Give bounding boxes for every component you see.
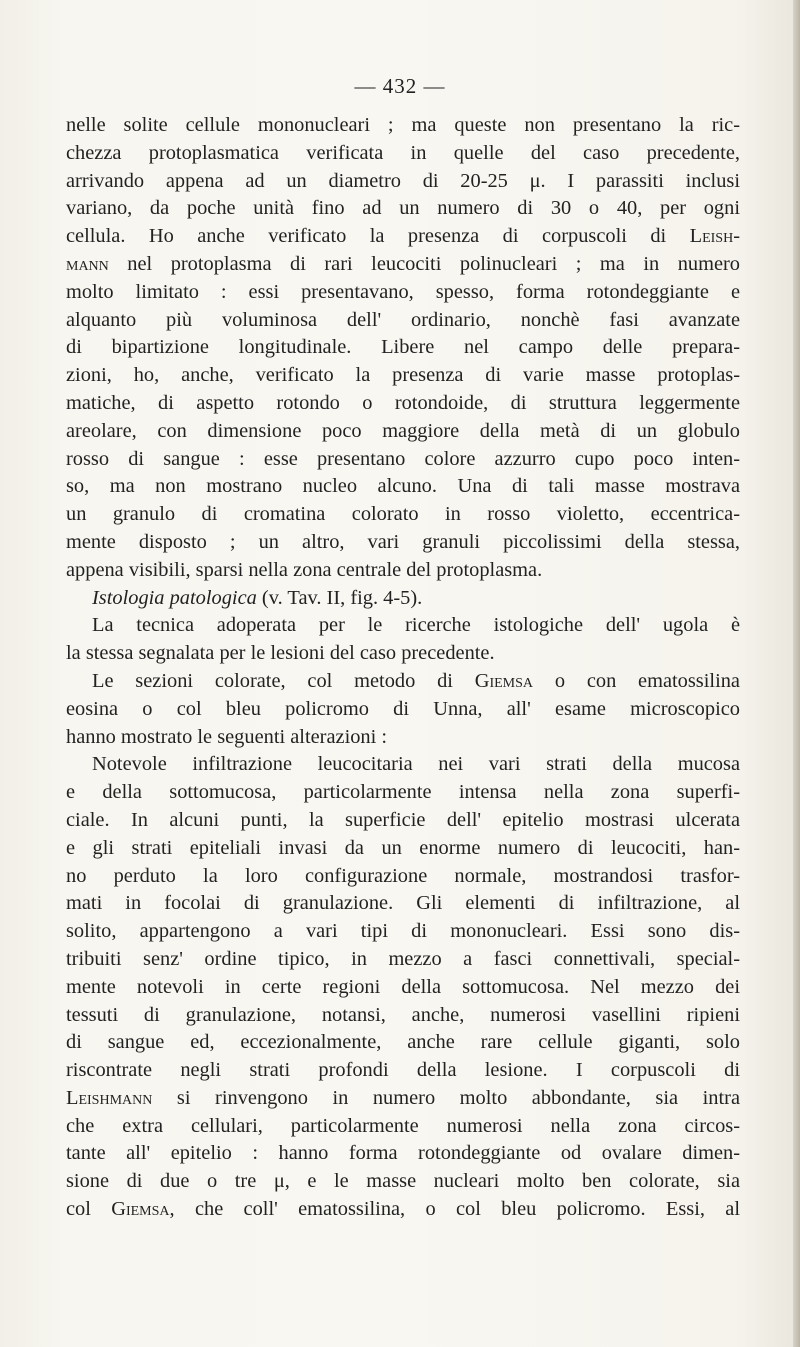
text-line [66, 918, 740, 946]
text-run: Le sezioni colorate, col metodo di [92, 669, 475, 692]
text-run: o con ematossilina [533, 669, 740, 692]
text-run: , che coll' ematossilina, o col bleu policromo. Essi, al [169, 1198, 740, 1221]
text-run: che extra cellulari, particolarmente numerosi nella zona circos- [66, 1114, 740, 1137]
text-run: si rinvengono in numero molto abbondante, sia intra [152, 1086, 740, 1109]
text-line [66, 473, 740, 501]
text-run: mente disposto ; un altro, vari granuli piccolissimi della stessa, [66, 530, 740, 553]
text-line [66, 362, 740, 390]
text-run: zioni, ho, anche, verificato la presenza di varie masse protoplas- [66, 364, 740, 387]
text-run: di bipartizione longitudinale. Libere nel campo delle prepara- [66, 336, 740, 359]
text-run: nelle solite cellule mononucleari ; ma queste non presentano la ric- [66, 114, 740, 136]
text-line [66, 334, 740, 362]
text-line [66, 112, 740, 140]
text-line [66, 307, 740, 335]
text-line [66, 390, 740, 418]
text-line [66, 696, 740, 724]
text-line [66, 557, 740, 585]
text-run: matiche, di aspetto rotondo o rotondoide, di struttura leggermente [66, 391, 740, 414]
text-run: la stessa segnalata per le lesioni del caso precedente. [66, 642, 495, 665]
text-line [66, 974, 740, 1002]
text-run: chezza protoplasmatica verificata in quelle del caso precedente, [66, 141, 740, 164]
text-run: so, ma non mostrano nucleo alcuno. Una di tali masse mostrava [66, 475, 740, 498]
text-run: eosina o col bleu policromo di Unna, all' esame microscopico [66, 697, 740, 720]
text-line [66, 446, 740, 474]
text-line [66, 418, 740, 446]
text-run: molto limitato : essi presentavano, spesso, forma rotondeggiante e [66, 280, 740, 303]
text-line [66, 835, 740, 863]
author-name: Leish- [689, 225, 740, 248]
text-run: e della sottomucosa, particolarmente intensa nella zona superfi- [66, 781, 740, 804]
text-run: no perduto la loro configurazione normale, mostrandosi trasfor- [66, 864, 740, 887]
text-line [66, 946, 740, 974]
text-run: appena visibili, sparsi nella zona centrale del protoplasma. [66, 558, 543, 581]
text-run: (v. Tav. II, fig. 4-5). [256, 586, 423, 609]
text-run: areolare, con dimensione poco maggiore della metà di un globulo [66, 419, 740, 442]
text-run: tessuti di granulazione, notansi, anche, numerosi vasellini ripieni [66, 1003, 740, 1026]
author-name: Leishmann [66, 1086, 153, 1109]
text-line [66, 1002, 740, 1030]
text-run: col [66, 1198, 112, 1221]
text-run: tante all' epitelio : hanno forma rotondeggiante od ovalare dimen- [66, 1142, 740, 1165]
text-line [66, 807, 740, 835]
text-line [66, 668, 740, 696]
text-line [66, 585, 740, 613]
text-run: variano, da poche unità fino ad un numero di 30 o 40, per ogni [66, 197, 740, 220]
text-line [66, 863, 740, 891]
text-run: arrivando appena ad un diametro di 20-25 μ. I parassiti inclusi [66, 169, 740, 192]
author-name: Giemsa [474, 669, 534, 692]
text-run: mente notevoli in certe regioni della sottomucosa. Nel mezzo dei [66, 975, 740, 998]
text-run: Notevole infiltrazione leucocitaria nei vari strati della mucosa [92, 753, 740, 776]
text-run: alquanto più voluminosa dell' ordinario, nonchè fasi avanzate [66, 308, 740, 331]
text-line [66, 724, 740, 752]
text-line [66, 890, 740, 918]
text-line [66, 1113, 740, 1141]
text-line [66, 279, 740, 307]
text-run: La tecnica adoperata per le ricerche istologiche dell' ugola è [92, 614, 740, 637]
text-run: tribuiti senz' ordine tipico, in mezzo a fasci connettivali, special- [66, 947, 740, 970]
body-text [66, 112, 740, 1224]
text-line [66, 168, 740, 196]
text-run: e gli strati epiteliali invasi da un enorme numero di leucociti, han- [66, 836, 740, 859]
text-run: un granulo di cromatina colorato in rosso violetto, eccentrica- [66, 503, 740, 526]
author-name: mann [66, 252, 109, 275]
text-run: nel protoplasma di rari leucociti polinucleari ; ma in numero [108, 252, 740, 275]
text-run: cellula. Ho anche verificato la presenza di corpuscoli di [66, 225, 690, 248]
section-heading: Istologia patologica [92, 586, 257, 609]
text-line [66, 529, 740, 557]
text-line [66, 251, 740, 279]
text-run: riscontrate negli strati profondi della lesione. I corpuscoli di [66, 1059, 740, 1082]
text-line [66, 1196, 740, 1224]
text-line [66, 1168, 740, 1196]
page-edge-shadow [793, 0, 800, 1347]
text-line [66, 1140, 740, 1168]
text-line [66, 751, 740, 779]
text-run: di sangue ed, eccezionalmente, anche rare cellule giganti, solo [66, 1031, 740, 1054]
text-line [66, 612, 740, 640]
text-line [66, 1029, 740, 1057]
text-run: ciale. In alcuni punti, la superficie dell' epitelio mostrasi ulcerata [66, 808, 740, 831]
text-run: solito, appartengono a vari tipi di mononucleari. Essi sono dis- [66, 920, 740, 943]
page-number: — 432 — [354, 74, 446, 98]
text-run: mati in focolai di granulazione. Gli elementi di infiltrazione, al [66, 892, 740, 915]
text-line [66, 501, 740, 529]
text-run: sione di due o tre μ, e le masse nucleari molto ben colorate, sia [66, 1170, 740, 1193]
text-line [66, 779, 740, 807]
text-line [66, 640, 740, 668]
text-run: hanno mostrato le seguenti alterazioni : [66, 725, 388, 748]
text-line [66, 140, 740, 168]
text-line [66, 195, 740, 223]
text-line [66, 223, 740, 251]
author-name: Giemsa [111, 1198, 170, 1221]
text-line [66, 1085, 740, 1113]
text-line [66, 1057, 740, 1085]
text-run: rosso di sangue : esse presentano colore azzurro cupo poco inten- [66, 447, 740, 470]
